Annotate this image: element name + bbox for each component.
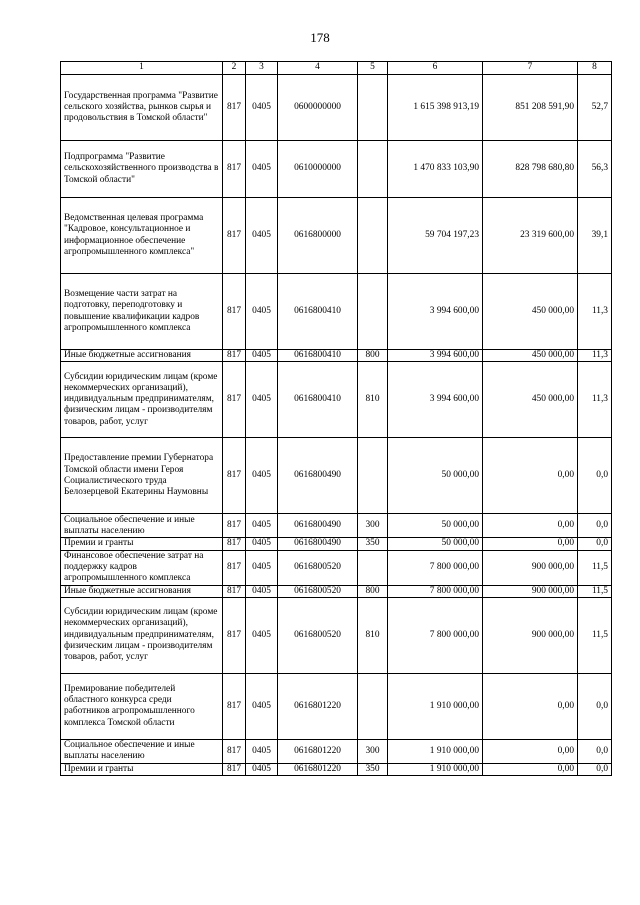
- table-row: [61, 274, 612, 350]
- actual-amount-cell: 900 000,00: [483, 585, 578, 597]
- admin-code-cell: 817: [223, 198, 246, 274]
- actual-amount-cell: 0,00: [483, 438, 578, 514]
- admin-code-cell: 817: [223, 141, 246, 198]
- target-article-cell: 0616800490: [278, 438, 358, 514]
- header-row: [61, 62, 612, 75]
- target-article-cell: 0616801220: [278, 673, 358, 739]
- actual-amount-cell: 450 000,00: [483, 362, 578, 438]
- column-header: 6: [388, 62, 483, 75]
- execution-percent-cell: 0,0: [578, 763, 612, 775]
- table-row: [61, 350, 612, 362]
- row-name-cell: Ведомственная целевая программа "Кадровое, консультационное и информационное обеспечение агропромышленного комплекса": [61, 198, 223, 274]
- execution-percent-cell: 0,0: [578, 514, 612, 538]
- table-row: [61, 362, 612, 438]
- row-name-cell: Возмещение части затрат на подготовку, переподготовку и повышение квалификации кадров агропромышленного комплекса: [61, 274, 223, 350]
- section-code-cell: 0405: [246, 274, 278, 350]
- execution-percent-cell: 39,1: [578, 198, 612, 274]
- table-row: [61, 75, 612, 141]
- row-name-cell: Иные бюджетные ассигнования: [61, 350, 223, 362]
- execution-percent-cell: 0,0: [578, 438, 612, 514]
- column-header: 5: [358, 62, 388, 75]
- admin-code-cell: 817: [223, 75, 246, 141]
- row-name-cell: Субсидии юридическим лицам (кроме некоммерческих организаций), индивидуальным предпринимателям, физическим лицам - производителям товаров, работ, услуг: [61, 597, 223, 673]
- table-header: [61, 62, 612, 75]
- expense-type-cell: [358, 75, 388, 141]
- section-code-cell: 0405: [246, 198, 278, 274]
- planned-amount-cell: 3 994 600,00: [388, 350, 483, 362]
- target-article-cell: 0610000000: [278, 141, 358, 198]
- row-name-cell: Социальное обеспечение и иные выплаты населению: [61, 739, 223, 763]
- execution-percent-cell: 11,5: [578, 597, 612, 673]
- expense-type-cell: 300: [358, 514, 388, 538]
- actual-amount-cell: 23 319 600,00: [483, 198, 578, 274]
- planned-amount-cell: 3 994 600,00: [388, 362, 483, 438]
- admin-code-cell: 817: [223, 538, 246, 550]
- section-code-cell: 0405: [246, 550, 278, 585]
- execution-percent-cell: 0,0: [578, 673, 612, 739]
- expense-type-cell: 810: [358, 597, 388, 673]
- section-code-cell: 0405: [246, 141, 278, 198]
- section-code-cell: 0405: [246, 514, 278, 538]
- target-article-cell: 0616801220: [278, 739, 358, 763]
- admin-code-cell: 817: [223, 673, 246, 739]
- target-article-cell: 0616800520: [278, 597, 358, 673]
- execution-percent-cell: 0,0: [578, 538, 612, 550]
- actual-amount-cell: 0,00: [483, 673, 578, 739]
- actual-amount-cell: 0,00: [483, 538, 578, 550]
- column-header: 1: [61, 62, 223, 75]
- admin-code-cell: 817: [223, 585, 246, 597]
- section-code-cell: 0405: [246, 763, 278, 775]
- target-article-cell: 0616800410: [278, 274, 358, 350]
- planned-amount-cell: 7 800 000,00: [388, 550, 483, 585]
- execution-percent-cell: 11,3: [578, 350, 612, 362]
- target-article-cell: 0616800410: [278, 362, 358, 438]
- column-header: 8: [578, 62, 612, 75]
- row-name-cell: Предоставление премии Губернатора Томской области имени Героя Социалистического труда Белозерцевой Екатерины Наумовны: [61, 438, 223, 514]
- admin-code-cell: 817: [223, 763, 246, 775]
- expense-type-cell: [358, 438, 388, 514]
- column-header: 4: [278, 62, 358, 75]
- section-code-cell: 0405: [246, 538, 278, 550]
- row-name-cell: Премии и гранты: [61, 763, 223, 775]
- section-code-cell: 0405: [246, 438, 278, 514]
- actual-amount-cell: 450 000,00: [483, 350, 578, 362]
- target-article-cell: 0616800520: [278, 585, 358, 597]
- actual-amount-cell: 900 000,00: [483, 597, 578, 673]
- table-row: [61, 141, 612, 198]
- expense-type-cell: 350: [358, 763, 388, 775]
- actual-amount-cell: 0,00: [483, 739, 578, 763]
- table-row: [61, 198, 612, 274]
- section-code-cell: 0405: [246, 350, 278, 362]
- budget-table: [60, 61, 612, 776]
- planned-amount-cell: 7 800 000,00: [388, 585, 483, 597]
- table-row: [61, 550, 612, 585]
- table-row: [61, 438, 612, 514]
- column-header: 7: [483, 62, 578, 75]
- section-code-cell: 0405: [246, 673, 278, 739]
- expense-type-cell: 810: [358, 362, 388, 438]
- section-code-cell: 0405: [246, 597, 278, 673]
- admin-code-cell: 817: [223, 362, 246, 438]
- execution-percent-cell: 11,3: [578, 274, 612, 350]
- execution-percent-cell: 56,3: [578, 141, 612, 198]
- table-row: [61, 514, 612, 538]
- planned-amount-cell: 1 910 000,00: [388, 763, 483, 775]
- expense-type-cell: [358, 673, 388, 739]
- expense-type-cell: 350: [358, 538, 388, 550]
- section-code-cell: 0405: [246, 362, 278, 438]
- target-article-cell: 0616800490: [278, 538, 358, 550]
- execution-percent-cell: 11,3: [578, 362, 612, 438]
- expense-type-cell: [358, 274, 388, 350]
- expense-type-cell: [358, 198, 388, 274]
- admin-code-cell: 817: [223, 739, 246, 763]
- planned-amount-cell: 50 000,00: [388, 438, 483, 514]
- planned-amount-cell: 1 470 833 103,90: [388, 141, 483, 198]
- row-name-cell: Субсидии юридическим лицам (кроме некоммерческих организаций), индивидуальным предпринимателям, физическим лицам - производителям товаров, работ, услуг: [61, 362, 223, 438]
- planned-amount-cell: 1 910 000,00: [388, 673, 483, 739]
- expense-type-cell: 800: [358, 350, 388, 362]
- expense-type-cell: 300: [358, 739, 388, 763]
- execution-percent-cell: 11,5: [578, 550, 612, 585]
- row-name-cell: Подпрограмма "Развитие сельскохозяйственного производства в Томской области": [61, 141, 223, 198]
- page-number: 178: [310, 30, 330, 45]
- planned-amount-cell: 59 704 197,23: [388, 198, 483, 274]
- section-code-cell: 0405: [246, 75, 278, 141]
- admin-code-cell: 817: [223, 514, 246, 538]
- row-name-cell: Государственная программа "Развитие сельского хозяйства, рынков сырья и продовольствия в Томской области": [61, 75, 223, 141]
- target-article-cell: 0616800410: [278, 350, 358, 362]
- planned-amount-cell: 7 800 000,00: [388, 597, 483, 673]
- row-name-cell: Иные бюджетные ассигнования: [61, 585, 223, 597]
- target-article-cell: 0600000000: [278, 75, 358, 141]
- actual-amount-cell: 450 000,00: [483, 274, 578, 350]
- target-article-cell: 0616801220: [278, 763, 358, 775]
- execution-percent-cell: 11,5: [578, 585, 612, 597]
- table-row: [61, 763, 612, 775]
- table-row: [61, 673, 612, 739]
- target-article-cell: 0616800520: [278, 550, 358, 585]
- row-name-cell: Премии и гранты: [61, 538, 223, 550]
- table-row: [61, 739, 612, 763]
- actual-amount-cell: 851 208 591,90: [483, 75, 578, 141]
- row-name-cell: Социальное обеспечение и иные выплаты населению: [61, 514, 223, 538]
- column-header: 3: [246, 62, 278, 75]
- admin-code-cell: 817: [223, 274, 246, 350]
- row-name-cell: Премирование победителей областного конкурса среди работников агропромышленного комплекса Томской области: [61, 673, 223, 739]
- target-article-cell: 0616800490: [278, 514, 358, 538]
- actual-amount-cell: 828 798 680,80: [483, 141, 578, 198]
- admin-code-cell: 817: [223, 597, 246, 673]
- table-row: [61, 538, 612, 550]
- table-row: [61, 585, 612, 597]
- actual-amount-cell: 900 000,00: [483, 550, 578, 585]
- target-article-cell: 0616800000: [278, 198, 358, 274]
- planned-amount-cell: 50 000,00: [388, 514, 483, 538]
- table-body: [61, 75, 612, 776]
- planned-amount-cell: 1 910 000,00: [388, 739, 483, 763]
- admin-code-cell: 817: [223, 550, 246, 585]
- column-header: 2: [223, 62, 246, 75]
- admin-code-cell: 817: [223, 438, 246, 514]
- execution-percent-cell: 52,7: [578, 75, 612, 141]
- expense-type-cell: [358, 550, 388, 585]
- actual-amount-cell: 0,00: [483, 763, 578, 775]
- planned-amount-cell: 1 615 398 913,19: [388, 75, 483, 141]
- row-name-cell: Финансовое обеспечение затрат на поддержку кадров агропромышленного комплекса: [61, 550, 223, 585]
- table-row: [61, 597, 612, 673]
- execution-percent-cell: 0,0: [578, 739, 612, 763]
- planned-amount-cell: 50 000,00: [388, 538, 483, 550]
- expense-type-cell: 800: [358, 585, 388, 597]
- section-code-cell: 0405: [246, 585, 278, 597]
- admin-code-cell: 817: [223, 350, 246, 362]
- section-code-cell: 0405: [246, 739, 278, 763]
- planned-amount-cell: 3 994 600,00: [388, 274, 483, 350]
- expense-type-cell: [358, 141, 388, 198]
- actual-amount-cell: 0,00: [483, 514, 578, 538]
